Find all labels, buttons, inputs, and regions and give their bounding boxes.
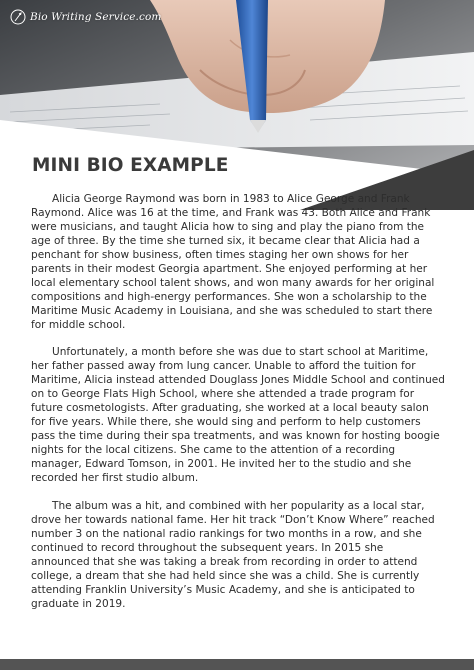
logo-text: Bio Writing Service.com <box>30 11 162 23</box>
header-photo <box>0 0 474 210</box>
bio-paragraph-3: The album was a hit, and combined with her popularity as a local star, drove her towards national fame. Her hit track “Don’t Know Where” reached number 3 on the national radio rankings for two months in a row, and she continued to record throughout the subsequent years. In 2015 she announced that she was taking a break from recording in order to attend college, a dream that she had held since she was a child. She is currently attending Franklin University’s Music Academy, and she is anticipated to graduate in 2019. <box>31 499 435 610</box>
quill-icon <box>10 9 26 25</box>
page-title: MINI BIO EXAMPLE <box>32 155 229 176</box>
site-logo[interactable] <box>10 9 161 25</box>
bio-text <box>31 193 445 626</box>
bio-paragraph-2: Unfortunately, a month before she was due to start school at Maritime, her father passed away from lung cancer. Unable to afford the tuition for Maritime, Alicia instead attended Douglass Jones Middle School and continued on to George Flats High School, where she attended a trade program for future cosmetologists. After graduating, she worked at a local beauty salon for five years. While there, she would sing and perform to help customers pass the time during their spa treatments, and was known for hosting boogie nights for the local citizens. She came to the attention of a recording manager, Edward Tomson, in 2001. He invited her to the studio and she recorded her first studio album. <box>31 346 445 485</box>
writing-hand-photo <box>0 0 474 210</box>
footer-band <box>0 659 474 670</box>
bio-paragraph-1: Alicia George Raymond was born in 1983 to Alice George and Frank Raymond. Alice was 16 at the time, and Frank was 43. Both Alice and Frank were musicians, and taught Alicia how to sing and play the piano from the age of three. By the time she turned six, it became clear that Alicia had a penchant for show business, often times staging her own shows for her parents in their modest Georgia apartment. She enjoyed performing at her local elementary school talent shows, and won many awards for her original compositions and high-energy performances. She won a scholarship to the Maritime Music Academy in Louisiana, and she was scheduled to start there for middle school. <box>31 193 435 331</box>
